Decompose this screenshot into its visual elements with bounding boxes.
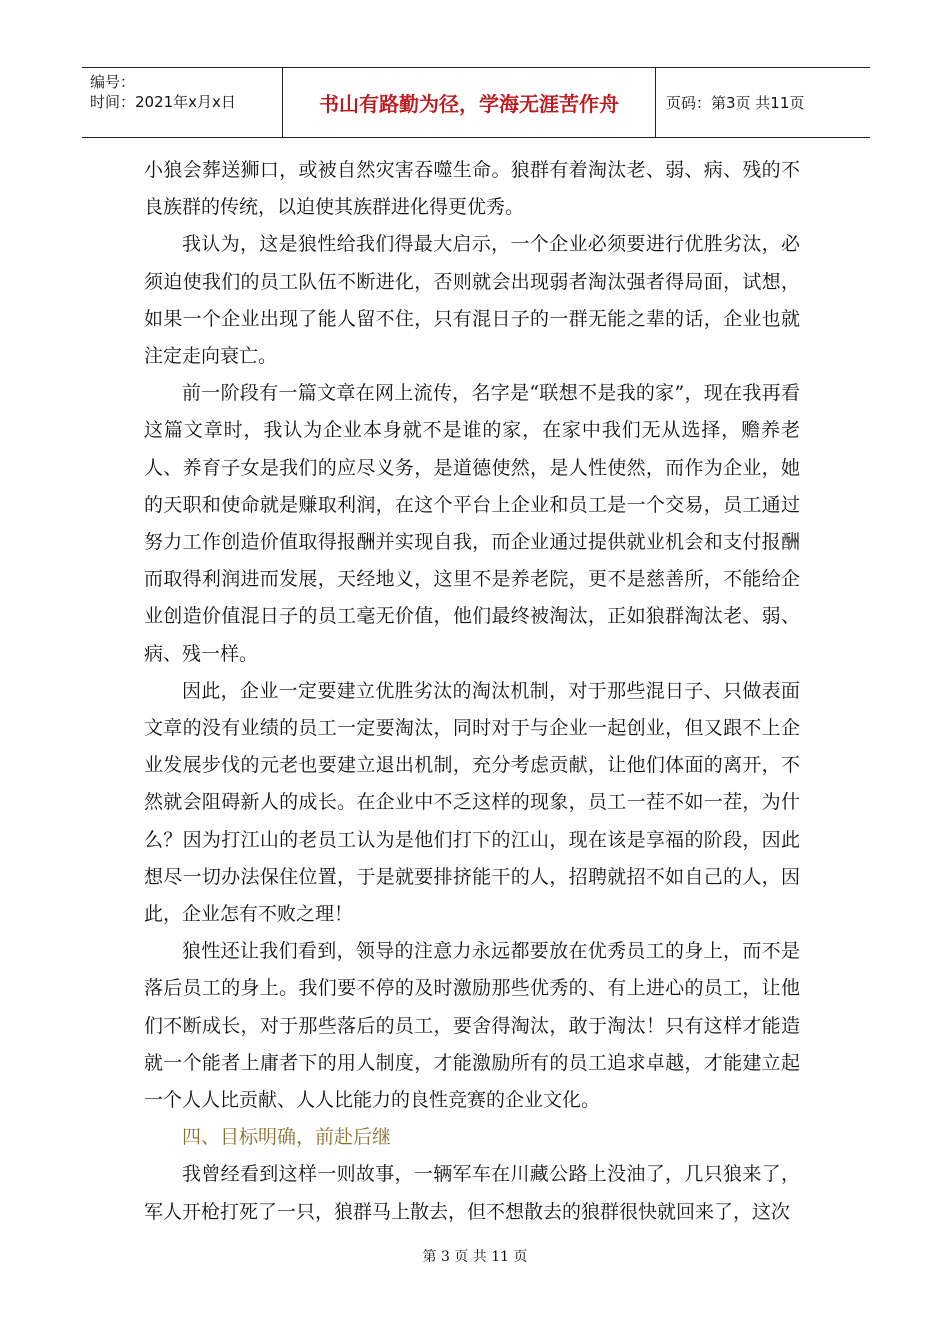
paragraph-2: 我认为，这是狼性给我们得最大启示，一个企业必须要进行优胜劣汰，必须迫使我们的员工队伍不断进化，否则就会出现弱者淘汰强者得局面，试想，如果一个企业出现了能人留不住，只有混日子的一群无能之辈的话，企业也就注定走向衰亡。 (144, 233, 800, 368)
page-footer: 第 3 页 共 11 页 (422, 1249, 528, 1265)
section-heading: 四、目标明确，前赴后继 (182, 1126, 392, 1149)
paragraph-5: 狼性还让我们看到，领导的注意力永远都要放在优秀员工的身上，而不是落后员工的身上。我们要不停的及时激励那些优秀的、有上进心的员工，让他们不断成长，对于那些落后的员工，要舍得淘汰，敢于淘汰！只有这样才能造就一个能者上庸者下的用人制度，才能激励所有的员工追求卓越，才能建立起一个人人比贡献、人人比能力的良性竞赛的企业文化。 (144, 940, 800, 1112)
document-time-label: 时间：2021年x月x日 (90, 93, 236, 111)
header-page-info: 页码：第3页 共11页 (666, 94, 805, 112)
paragraph-6: 我曾经看到这样一则故事，一辆军车在川藏公路上没油了，几只狼来了，军人开枪打死了一只，狼群马上散去，但不想散去的狼群很快就回来了，这次 (144, 1163, 800, 1223)
paragraph-1: 小狼会葬送狮口，或被自然灾害吞噬生命。狼群有着淘汰老、弱、病、残的不良族群的传统，以迫使其族群进化得更优秀。 (144, 159, 800, 219)
paragraph-4: 因此，企业一定要建立优胜劣汰的淘汰机制，对于那些混日子、只做表面文章的没有业绩的员工一定要淘汰，同时对于与企业一起创业，但又跟不上企业发展步伐的元老也要建立退出机制，充分考虑贡献，让他们体面的离开，不然就会阻碍新人的成长。在企业中不乏这样的现象，员工一茬不如一茬，为什么？因为打江山的老员工认为是他们打下的江山，现在该是享福的阶段，因此想尽一切办法保住位置，于是就要排挤能干的人，招聘就招不如自己的人，因此，企业怎有不败之理！ (144, 679, 800, 926)
header-motto: 书山有路勤为径，学海无涯苦作舟 (282, 68, 656, 137)
paragraph-3: 前一阶段有一篇文章在网上流传，名字是“联想不是我的家”，现在我再看这篇文章时，我认为企业本身就不是谁的家，在家中我们无从选择，赡养老人、养育子女是我们的应尽义务，是道德使然，是人性使然，而作为企业，她的天职和使命就是赚取利润，在这个平台上企业和员工是一个交易，员工通过努力工作创造价值取得报酬并实现自我，而企业通过提供就业机会和支付报酬而取得利润进而发展，天经地义，这里不是养老院，更不是慈善所，不能给企业创造价值混日子的员工毫无价值，他们最终被淘汰，正如狼群淘汰老、弱、病、残一样。 (144, 382, 800, 665)
document-number-label: 编号： (90, 73, 136, 91)
page-header (82, 67, 870, 138)
header-left-cell (82, 68, 282, 137)
document-body (144, 152, 800, 1231)
